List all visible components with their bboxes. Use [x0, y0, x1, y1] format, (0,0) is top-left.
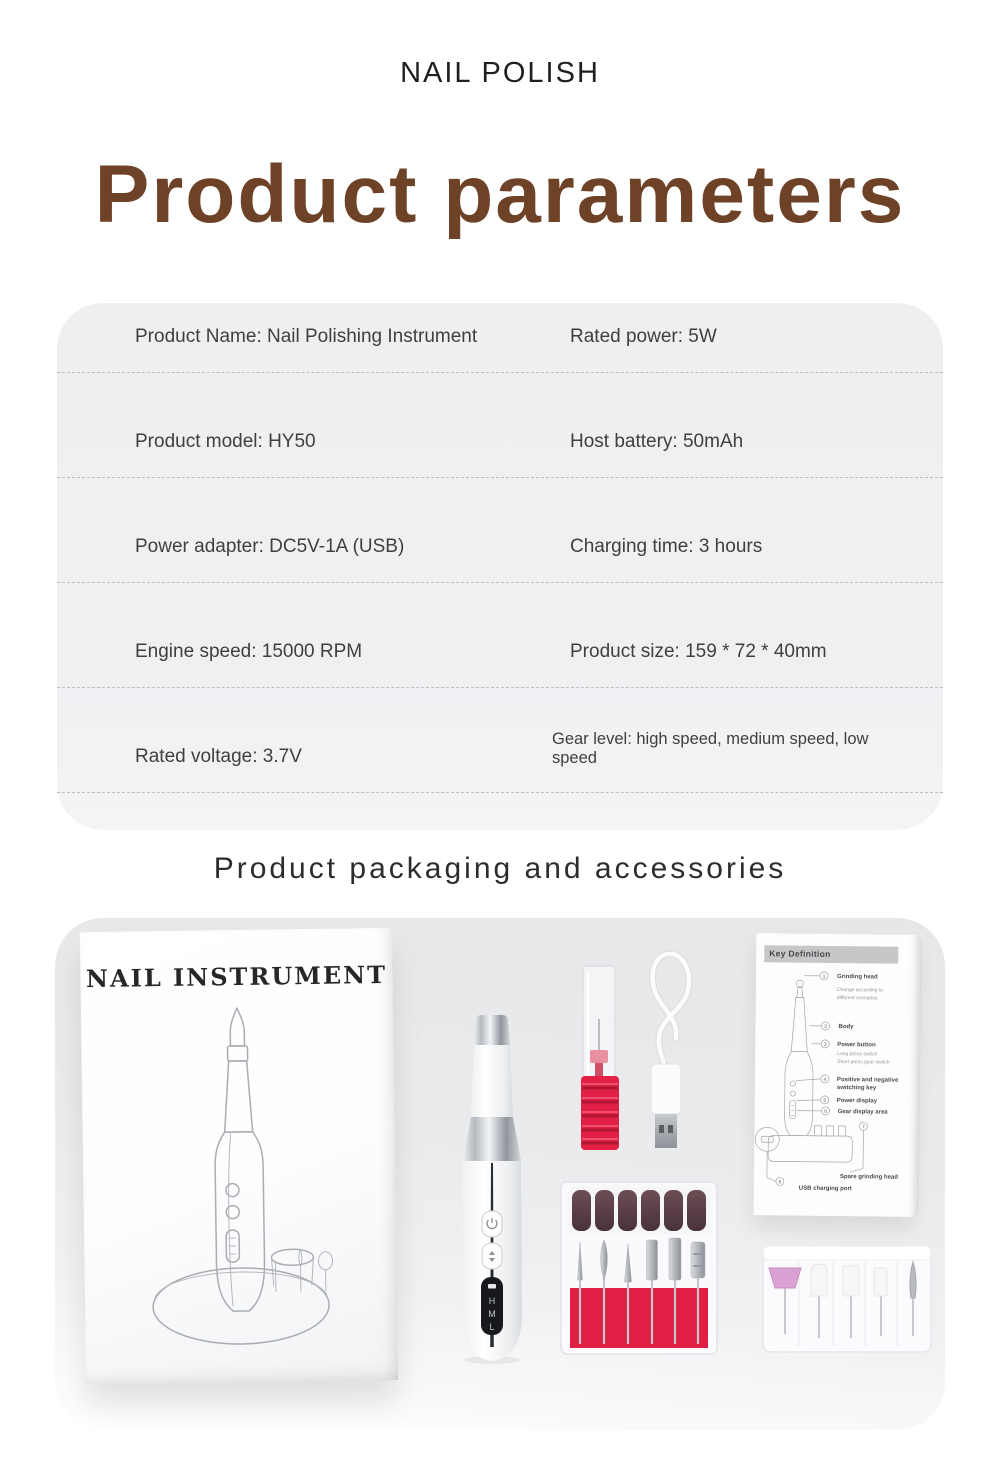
callout-number: 7	[862, 1124, 865, 1131]
manual-label: Power display	[836, 1098, 878, 1105]
line-art-holder	[271, 1249, 313, 1266]
manual-label-sub: Change according to	[836, 987, 884, 994]
param-value: Host battery: 50mAh	[570, 431, 744, 452]
gear-letter-low: L	[489, 1322, 495, 1332]
manual-label: Power button	[837, 1042, 876, 1049]
sanding-band	[572, 1190, 591, 1231]
pen-chrome-band	[463, 1117, 521, 1161]
line-art-spare-bit	[299, 1249, 303, 1291]
manual-label: Spare grinding head	[839, 1174, 898, 1181]
cylinder-bit	[669, 1238, 681, 1280]
white-cylinder-bit	[874, 1268, 887, 1296]
manual-label-sub: different scenarios	[836, 995, 878, 1002]
param-row	[57, 478, 943, 583]
callout-number: 2	[824, 1023, 827, 1030]
line-art-button	[226, 1184, 239, 1197]
pen-power-button	[482, 1211, 502, 1237]
manual-diagram	[754, 967, 917, 1217]
line-art-ferrule	[227, 1046, 247, 1061]
param-label: Product model: HY50	[135, 431, 316, 452]
bit-collet-pink	[590, 1050, 608, 1063]
manual-label: Grinding head	[836, 974, 878, 981]
usb-contact-slot	[659, 1125, 664, 1133]
param-label: Power adapter: DC5V-1A (USB)	[135, 536, 405, 557]
bit-stem	[595, 1063, 603, 1077]
retail-box-title: NAIL INSTRUMENT	[85, 959, 388, 994]
param-label: Engine speed: 15000 RPM	[135, 641, 363, 662]
param-row	[57, 583, 943, 688]
sanding-band	[618, 1190, 637, 1231]
callout-number: 8	[778, 1179, 782, 1186]
callout-number: 5	[823, 1097, 827, 1104]
usb-metal-shell	[655, 1114, 677, 1148]
manual-label-sub: Short press gear switch	[837, 1059, 890, 1066]
clear-box	[763, 1246, 931, 1352]
usb-cable	[632, 946, 698, 1150]
nail-drill-pen	[457, 1015, 527, 1365]
brand-heading: NAIL POLISH	[400, 57, 600, 89]
pen-direction-button	[482, 1243, 502, 1269]
manual-device-outline	[755, 980, 854, 1163]
param-label: Rated voltage: 3.7V	[135, 746, 302, 767]
manual-label: Gear display area	[837, 1109, 888, 1116]
manual-label: Body	[838, 1024, 854, 1031]
line-art-seam	[228, 1134, 233, 1306]
sanding-band	[664, 1190, 683, 1231]
sanding-band	[641, 1190, 660, 1231]
battery-icon	[488, 1284, 496, 1289]
usb-overmold	[651, 1064, 681, 1114]
line-art-bit	[230, 1008, 245, 1046]
section-title: Product packaging and accessories	[213, 852, 787, 885]
cylinder-bit	[647, 1240, 658, 1280]
param-value: Rated power: 5W	[570, 326, 717, 347]
spare-bit-tube	[578, 964, 622, 1154]
white-cylinder-bit	[843, 1266, 859, 1296]
pen-neck	[471, 1045, 513, 1117]
drill-bits-box	[560, 1180, 720, 1358]
manual-header: Key Definition	[764, 945, 898, 963]
param-label: Product Name: Nail Polishing Instrument	[135, 326, 478, 347]
sanding-band	[687, 1190, 706, 1231]
line-art-base	[153, 1267, 330, 1345]
param-row	[57, 688, 943, 793]
param-row	[57, 303, 943, 373]
sanding-band	[595, 1190, 614, 1231]
instruction-manual	[754, 933, 917, 1217]
line-art-body	[215, 1132, 265, 1312]
manual-label: switching key	[836, 1085, 877, 1092]
param-value: Product size: 159 * 72 * 40mm	[570, 641, 827, 662]
retail-box-line-art	[117, 998, 362, 1361]
manual-label: Positive and negative	[836, 1077, 899, 1084]
manual-label-sub: Long press switch	[837, 1051, 878, 1058]
parameters-card	[57, 303, 943, 830]
callout-number: 3	[823, 1041, 827, 1048]
line-art-neck	[224, 1061, 253, 1132]
gear-letter-medium: M	[488, 1309, 496, 1319]
page-title: Product parameters	[94, 149, 906, 240]
white-bullet-bit	[811, 1264, 827, 1296]
box-lid	[763, 1246, 931, 1260]
retail-box	[80, 928, 398, 1384]
callout-number: 4	[823, 1076, 827, 1083]
manual-label: USB charging port	[798, 1185, 852, 1193]
pen-cap	[474, 1015, 510, 1045]
param-value: Charging time: 3 hours	[570, 536, 763, 557]
manual-labels	[799, 974, 901, 1193]
param-value: Gear level: high speed, medium speed, low speed	[552, 730, 869, 767]
param-row	[57, 373, 943, 478]
packaging-photo	[55, 918, 945, 1430]
line-art-display-ticks	[230, 1238, 235, 1254]
callout-number: 6	[824, 1108, 828, 1115]
barrel-bit	[691, 1242, 705, 1278]
line-art-spare-bit	[318, 1252, 333, 1291]
line-art-button	[226, 1206, 239, 1219]
pink-cup-bit	[769, 1268, 801, 1288]
accessory-bits-box	[761, 1242, 945, 1356]
usb-contact-slot	[668, 1125, 673, 1133]
gear-letter-high: H	[488, 1296, 496, 1306]
red-backing	[570, 1288, 708, 1348]
callout-number: 1	[822, 973, 826, 980]
